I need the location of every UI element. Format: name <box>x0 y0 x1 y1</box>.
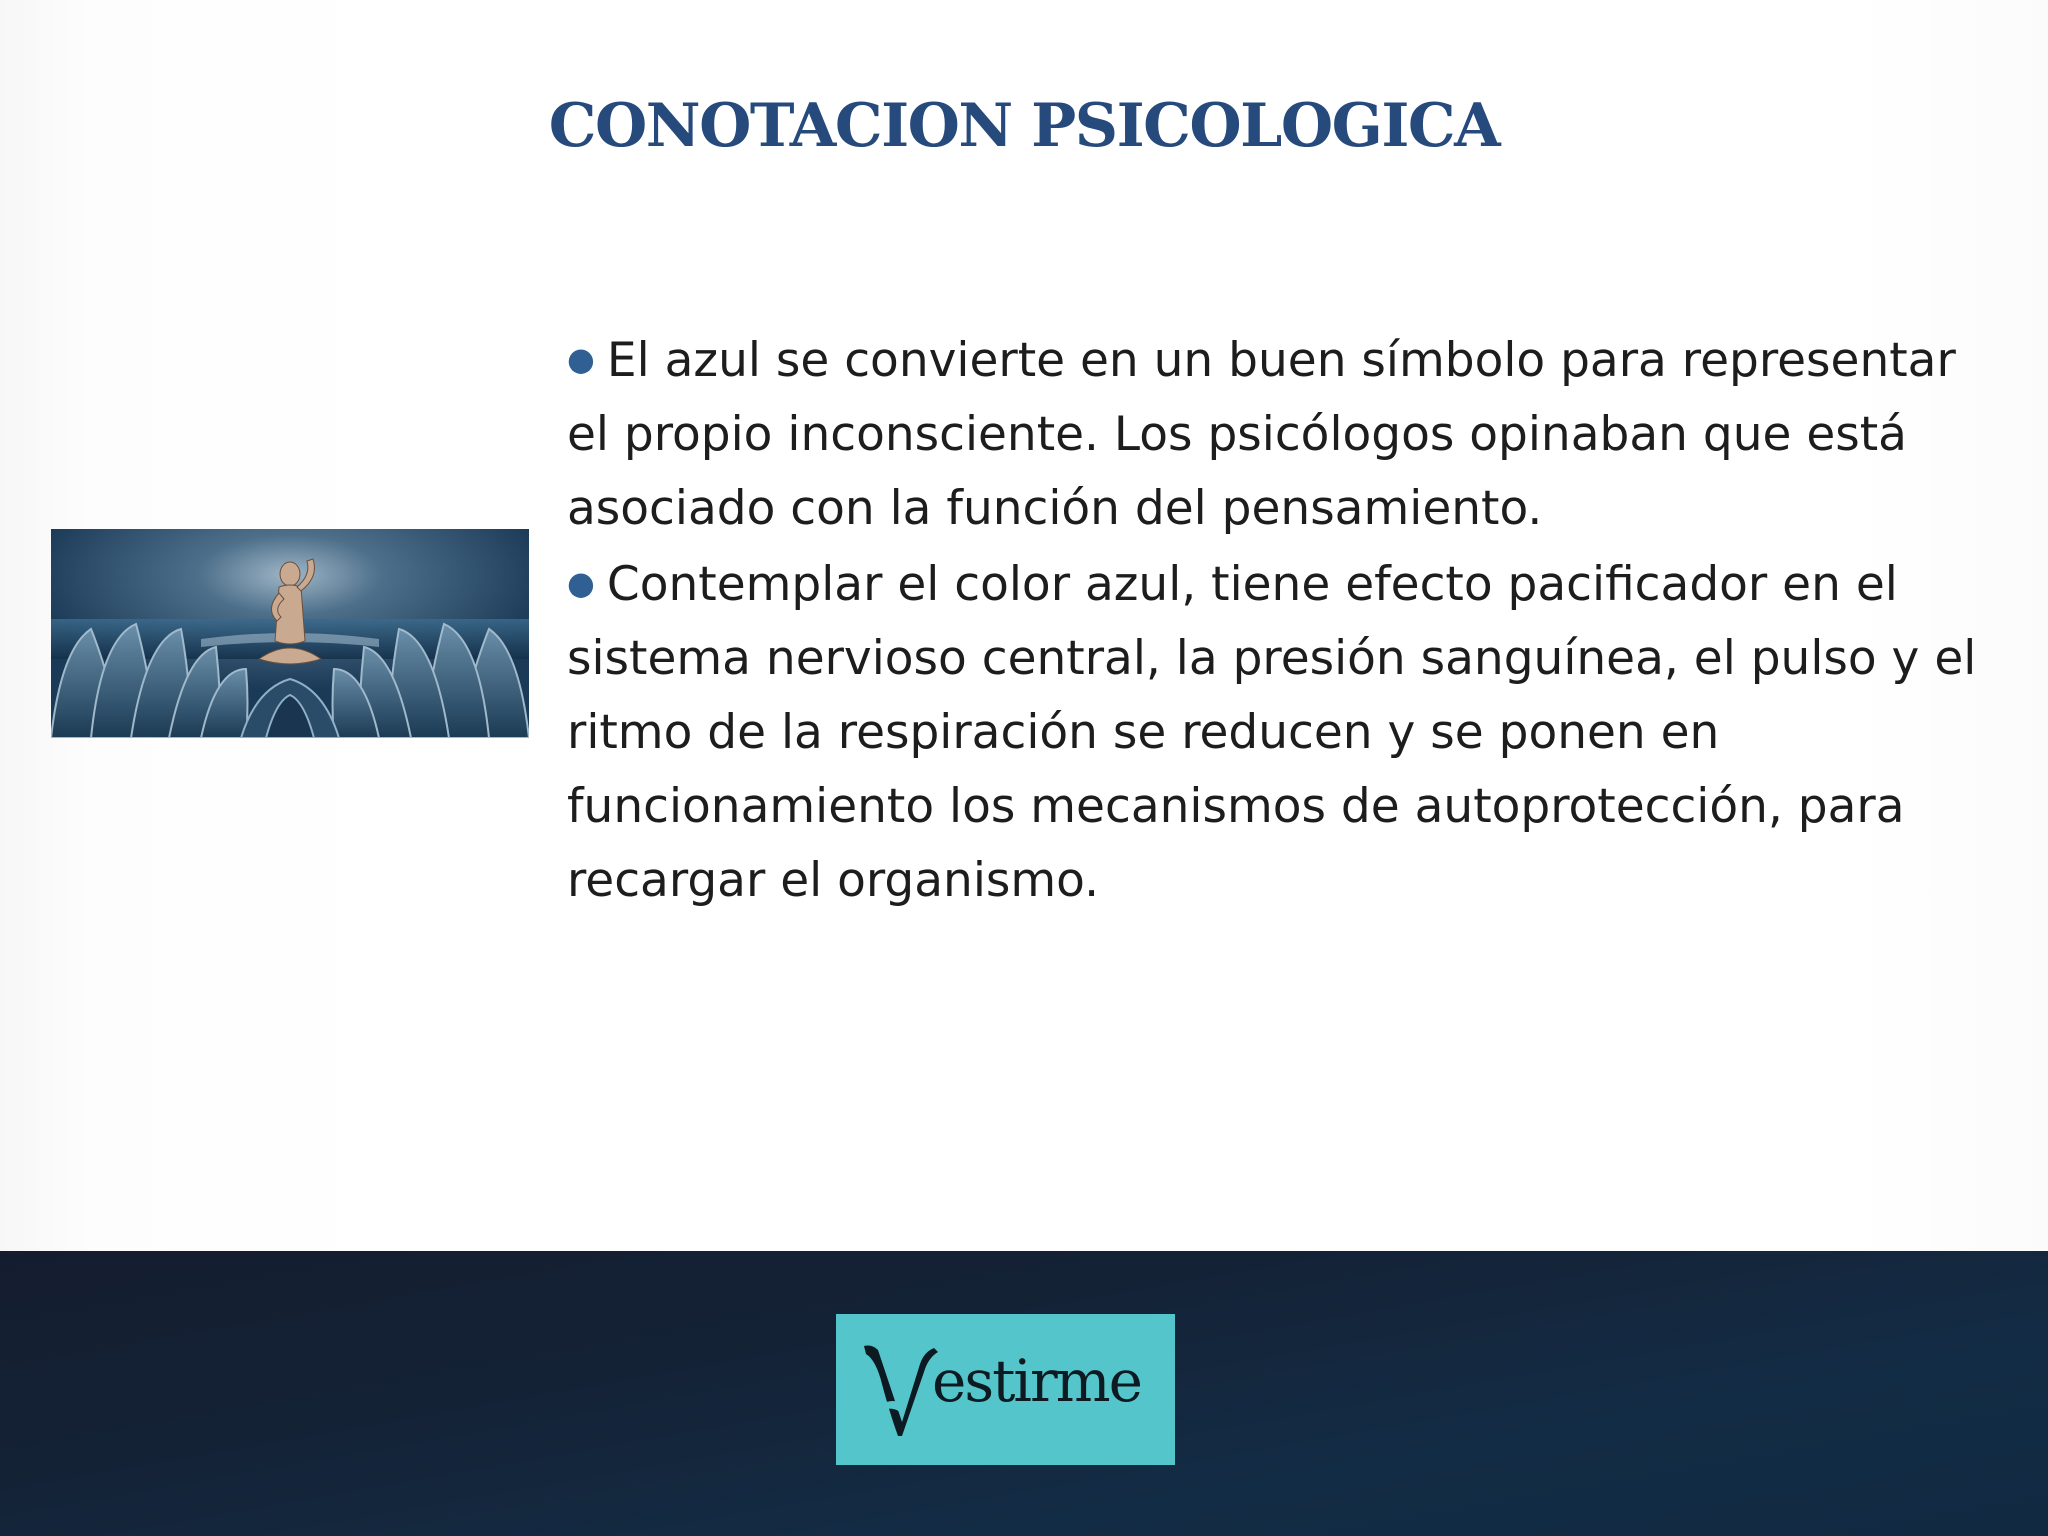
vestirme-logo <box>836 1314 1175 1465</box>
paragraph-2 <box>567 546 1987 918</box>
bullet-dot-icon: ● <box>567 340 595 378</box>
paragraph-2-text: Contemplar el color azul, tiene efecto pacificador en el sistema nervioso central, la presión sanguínea, el pulso y el ritmo de la respiración se reducen y se ponen en funcionamiento los mecanismos de autoprotección, para recargar el organismo. <box>567 557 1977 908</box>
paragraph-1-text: El azul se convierte en un buen símbolo para representar el propio inconsciente. Los psicólogos opinaban que está asociado con la función del pensamiento. <box>567 333 1956 536</box>
blue-meditation-image <box>51 529 529 738</box>
meditation-illustration <box>51 529 529 738</box>
body-text <box>567 322 1987 918</box>
paragraph-1 <box>567 322 1987 546</box>
bullet-dot-icon: ● <box>567 564 595 602</box>
slide-title: CONOTACION PSICOLOGICA <box>548 91 1500 161</box>
logo-text: estirme <box>932 1347 1141 1415</box>
v-letter-icon <box>862 1344 942 1438</box>
